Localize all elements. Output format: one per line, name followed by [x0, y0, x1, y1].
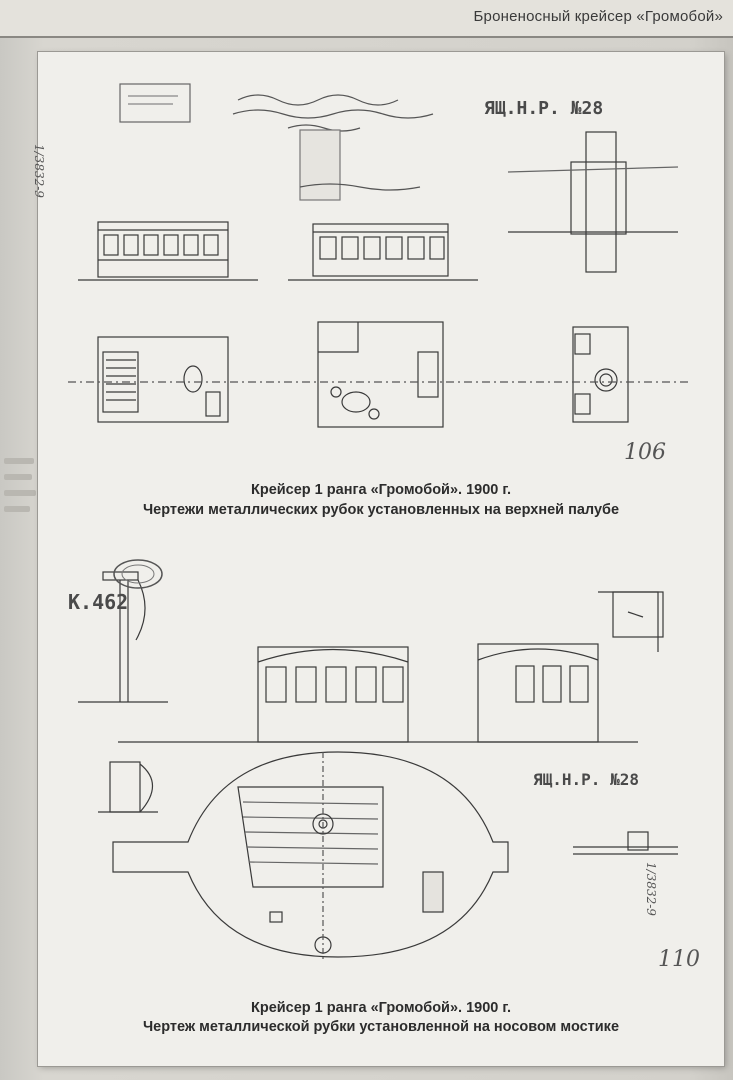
caption-2-subtitle: Чертеж металлической рубки установленной на носовом мостике — [142, 1019, 620, 1035]
bg-text-line — [4, 506, 30, 512]
caption-1-title: Крейсер 1 ранга «Громобой». 1900 г. — [250, 482, 511, 498]
document-sheet — [32, 52, 724, 1066]
caption-1-subtitle: Чертежи металлических рубок установленных на верхней палубе — [142, 502, 620, 518]
center-elevation-windows — [320, 237, 444, 259]
archive-stamp-box — [120, 84, 190, 122]
side-archive-number: 1/3832-9 — [32, 144, 46, 198]
sheet-number-110: 110 — [658, 947, 700, 972]
left-elevation-windows — [104, 235, 218, 255]
technical-drawing — [38, 52, 724, 1066]
stamp-k462: К.462 — [68, 590, 129, 614]
front-elevation-panels — [266, 667, 403, 702]
page-header — [0, 0, 733, 38]
archive-stamp-label: ЯЩ.Н.Р. №28 — [484, 98, 604, 119]
bg-text-line — [4, 474, 32, 480]
bg-text-line — [4, 490, 36, 496]
caption-2-title: Крейсер 1 ранга «Громобой». 1900 г. — [250, 1000, 511, 1016]
sheet-number-handwritten: 106 — [624, 440, 666, 465]
running-header-title: Броненосный крейсер «Громобой» — [473, 8, 723, 25]
bg-text-line — [4, 458, 34, 464]
archive-stamp-label-2: ЯЩ.Н.Р. №28 — [533, 770, 639, 789]
bridge-plan-outline — [113, 752, 508, 957]
side-archive-number-2: 1/3832-9 — [644, 862, 658, 916]
